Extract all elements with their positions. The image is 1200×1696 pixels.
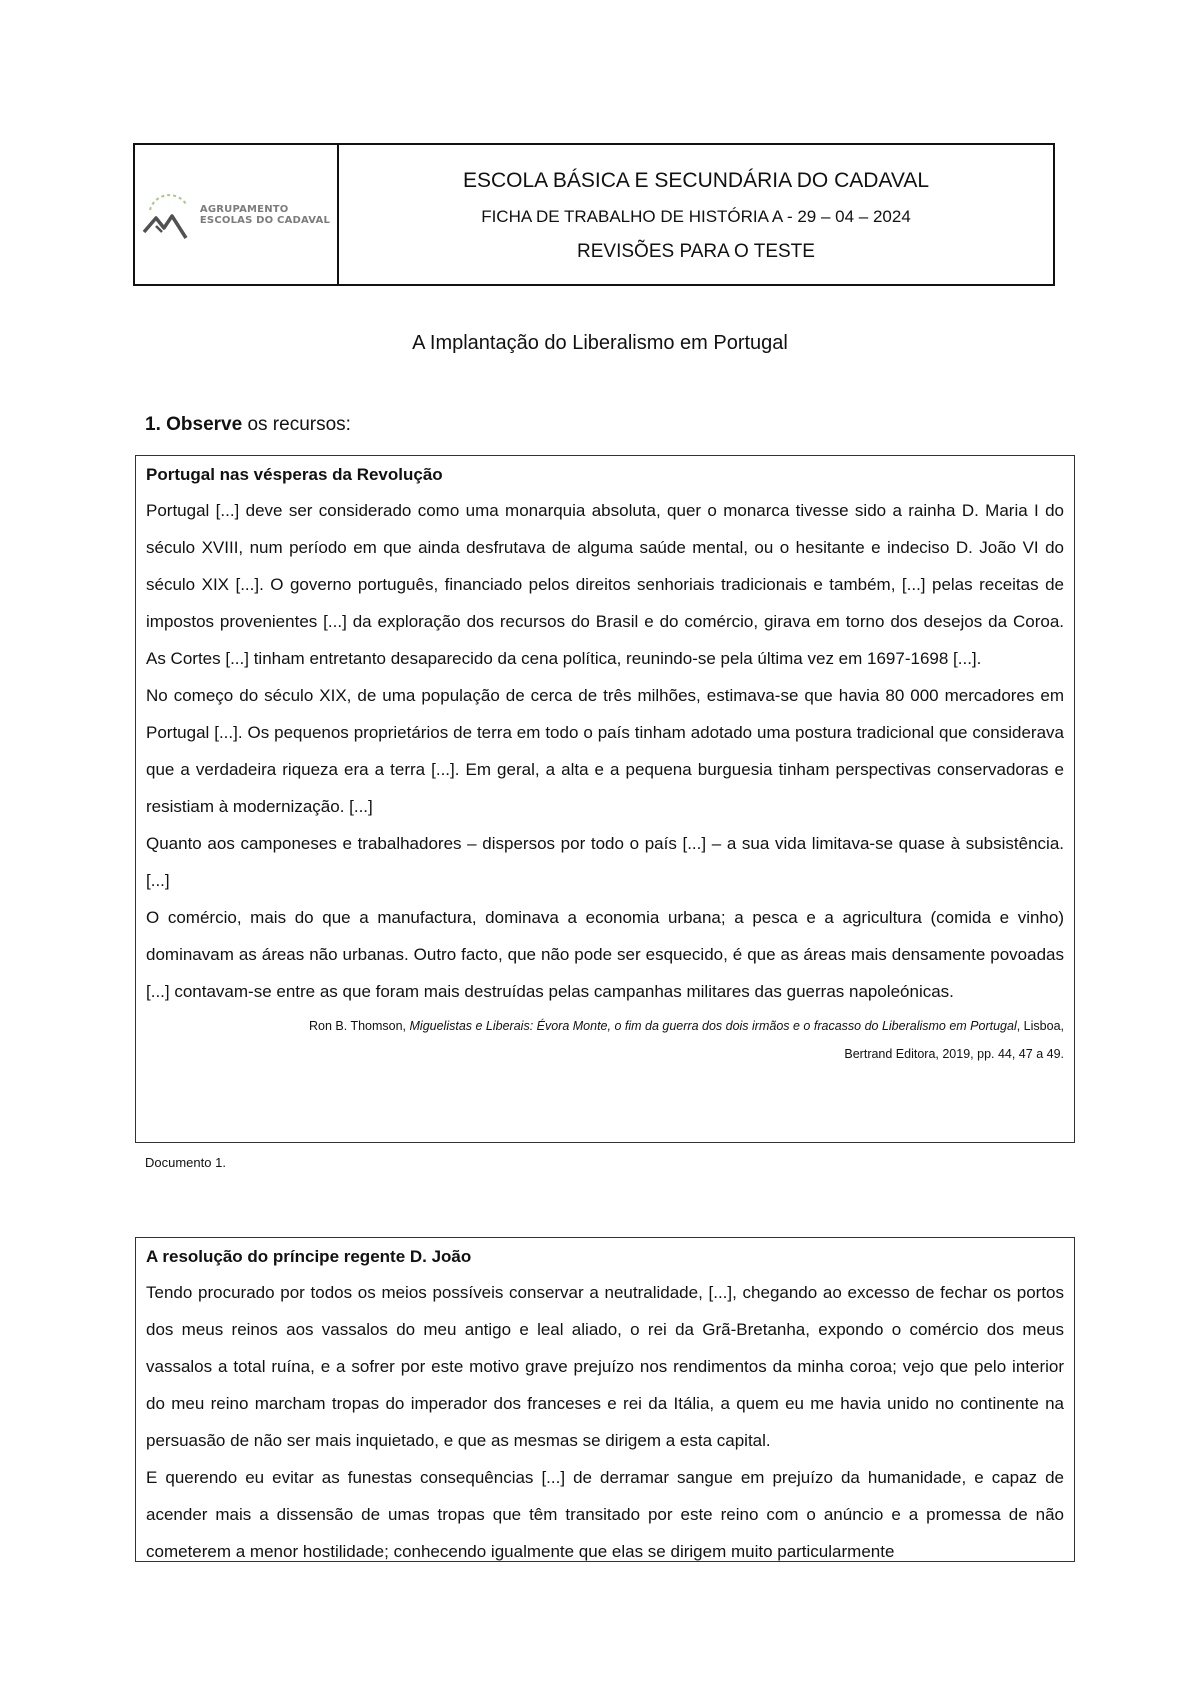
citation-title: Miguelistas e Liberais: Évora Monte, o fim da guerra dos dois irmãos e o fracasso do Liberalismo em Portugal bbox=[409, 1019, 1017, 1033]
sheet-title-text: FICHA DE TRABALHO DE HISTÓRIA A - bbox=[481, 206, 798, 226]
school-logo bbox=[142, 180, 330, 250]
document-1-paragraph: Quanto aos camponeses e trabalhadores – dispersos por todo o país [...] – a sua vida limitava-se quase à subsistência. [...] bbox=[146, 834, 1064, 890]
document-2-paragraph: E querendo eu evitar as funestas consequências [...] de derramar sangue em prejuízo da humanidade, e capaz de acender mais a dissensão de umas tropas que têm transitado por este reino com o anúncio e a promessa de não cometerem a menor hostilidade; conhecendo igualmente que elas se dirigem muito particularmente bbox=[146, 1468, 1064, 1561]
sheet-date: 29 – 04 – 2024 bbox=[797, 206, 911, 226]
logo-text-line2: ESCOLAS DO CADAVAL bbox=[199, 214, 331, 226]
topic-title: A Implantação do Liberalismo em Portugal bbox=[412, 332, 788, 354]
document-1-heading: Portugal nas vésperas da Revolução bbox=[146, 465, 443, 484]
mountain-logo-icon bbox=[142, 180, 194, 250]
logo-text-line1: AGRUPAMENTO bbox=[199, 203, 289, 215]
document-1-box bbox=[135, 455, 1075, 1143]
document-1-label: Documento 1. bbox=[145, 1155, 226, 1170]
document-1-paragraph: No começo do século XIX, de uma população de cerca de três milhões, estimava-se que havia 80 000 mercadores em Portugal [...]. Os pequenos proprietários de terra em todo o país tinham adotado uma postura tradicional que considerava que a verdadeira riqueza era a terra [...]. Em geral, a alta e a pequena burguesia tinham perspectivas conservadoras e resistiam à modernização. [...] bbox=[146, 686, 1064, 816]
exercise-text: os recursos: bbox=[242, 414, 351, 435]
logo-cell bbox=[135, 145, 339, 284]
document-1-paragraph: Portugal [...] deve ser considerado como uma monarquia absoluta, quer o monarca tivesse sido a rainha D. Maria I do século XVIII, num período em que ainda desfrutava de alguma saúde mental, ou o hesitante e indeciso D. João VI do século XIX [...]. O governo português, financiado pelos direitos senhoriais tradicionais e também, [...] pelas receitas de impostos provenientes [...] da exploração dos recursos do Brasil e do comércio, girava em torno dos desejos da Coroa. As Cortes [...] tinham entretanto desaparecido da cena política, reunindo-se pela última vez em 1697-1698 [...]. bbox=[146, 501, 1064, 668]
document-2-heading: A resolução do príncipe regente D. João bbox=[146, 1247, 472, 1266]
header-table bbox=[133, 143, 1055, 286]
document-1-paragraph: O comércio, mais do que a manufactura, dominava a economia urbana; a pesca e a agricultura (comida e vinho) dominavam as áreas não urbanas. Outro facto, que não pode ser esquecido, é que as áreas mais densamente povoadas [...] contavam-se entre as que foram mais destruídas pelas campanhas militares das guerras napoleónicas. bbox=[146, 908, 1064, 1001]
sheet-title bbox=[481, 207, 911, 227]
review-title: REVISÕES PARA O TESTE bbox=[577, 240, 815, 262]
title-cell bbox=[339, 145, 1053, 284]
document-1-citation bbox=[146, 1012, 1064, 1068]
school-name: ESCOLA BÁSICA E SECUNDÁRIA DO CADAVAL bbox=[462, 168, 930, 192]
exercise-number: 1. Observe bbox=[145, 414, 243, 435]
citation-author: Ron B. Thomson, bbox=[308, 1019, 410, 1033]
exercise-instruction bbox=[145, 414, 351, 436]
document-2-box bbox=[135, 1237, 1075, 1562]
document-2-paragraph: Tendo procurado por todos os meios possíveis conservar a neutralidade, [...], chegando ao excesso de fechar os portos dos meus reinos aos vassalos do meu antigo e leal aliado, o rei da Grã-Bretanha, expondo o comércio dos meus vassalos a total ruína, e a sofrer por este motivo grave prejuízo nos rendimentos da minha coroa; vejo que pelo interior do meu reino marcham tropas do imperador dos franceses e rei da Itália, a quem eu me havia unido no continente na persuasão de não ser mais inquietado, e que as mesmas se dirigem a esta capital. bbox=[146, 1283, 1064, 1450]
citation-rest: , Lisboa, bbox=[1016, 1019, 1064, 1033]
citation-line2: Bertrand Editora, 2019, pp. 44, 47 a 49. bbox=[844, 1047, 1064, 1061]
